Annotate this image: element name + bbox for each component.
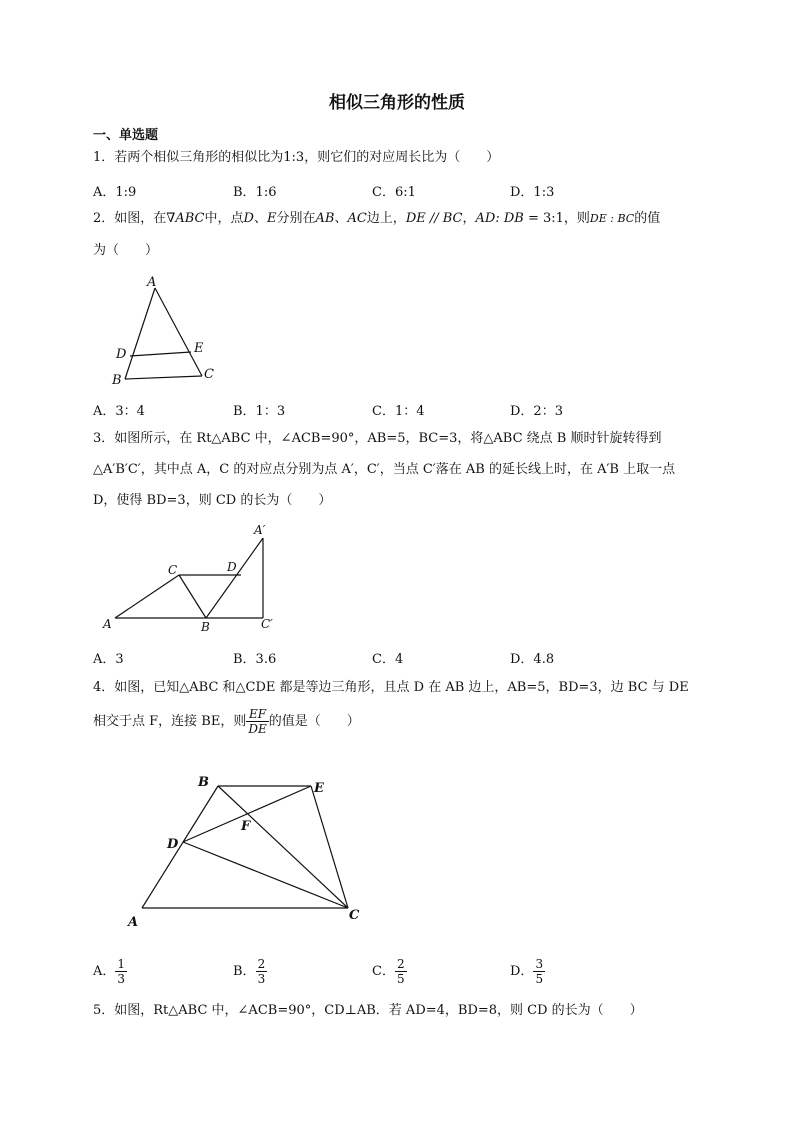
q1-option-b: B．1:6 — [233, 185, 277, 200]
question-4-line-2 — [93, 706, 360, 738]
q2-label-b: B — [112, 373, 122, 388]
q3-label-d: D — [227, 560, 237, 574]
question-3-line-1: 3．如图所示，在 Rt△ABC 中，∠ACB=90°，AB=5，BC=3，将△ABC 绕点 B 顺时针旋转得到 — [93, 431, 662, 446]
q2-text-part: ， — [462, 211, 476, 226]
q3-label-a: A — [103, 617, 112, 631]
q4-option-fraction — [115, 957, 127, 986]
q4-option-denominator: 3 — [257, 972, 266, 986]
q2-label-c: C — [204, 367, 214, 382]
q1-option-d: D．1:3 — [510, 185, 555, 200]
q3-label-c: C — [168, 563, 178, 577]
question-5-text: 5．如图，Rt△ABC 中，∠ACB=90°，CD⊥AB．若 AD=4，BD=8，则 CD 的长为（ ） — [93, 1003, 643, 1018]
q4-label-f: F — [241, 819, 251, 834]
q2-text-part: 中，点 — [204, 211, 244, 226]
q2-text-part: 、 — [253, 211, 267, 226]
q2-text-part: 、 — [334, 211, 348, 226]
q2-text-part: AD: DB — [475, 211, 524, 226]
q4-equilateral-figure — [120, 770, 370, 930]
q3-label-b: B — [201, 620, 210, 634]
q2-text-part: E — [266, 211, 277, 226]
q4-option-letter: A． — [93, 964, 116, 979]
q2-text-part: AC — [347, 211, 367, 226]
q2-text-part: 2．如图，在∇ — [93, 211, 176, 226]
q2-label-d: D — [116, 347, 127, 362]
question-3-line-3: D，使得 BD=3，则 CD 的长为（ ） — [93, 493, 332, 508]
q4-option-numerator: 2 — [257, 957, 266, 971]
q4-option-letter: D． — [510, 964, 534, 979]
question-2-line-1 — [93, 211, 660, 227]
q4-option-numerator: 1 — [117, 957, 126, 971]
q4-label-b: B — [198, 775, 209, 790]
q3-option-a: A．3 — [93, 652, 124, 667]
q4-option-c — [372, 957, 407, 986]
page-title: 相似三角形的性质 — [329, 93, 465, 113]
q4-fraction-numerator: EF — [246, 707, 268, 722]
q2-text-part: AB — [315, 211, 335, 226]
q2-text-part: = 3:1，则 — [523, 211, 590, 226]
q4-option-fraction — [256, 957, 268, 986]
q4-option-letter: B． — [233, 964, 256, 979]
q4-option-numerator: 3 — [535, 957, 544, 971]
q2-option-d: D．2：3 — [510, 404, 563, 419]
q2-option-b: B．1：3 — [233, 404, 286, 419]
q4-text-part: 的值是（ ） — [268, 714, 360, 729]
question-2-line-2: 为（ ） — [93, 243, 159, 258]
q3-option-b: B．3.6 — [233, 652, 277, 667]
q3-rotation-figure — [95, 518, 285, 638]
q2-label-e: E — [194, 341, 204, 356]
q4-option-d — [510, 957, 545, 986]
q2-option-a: A．3：4 — [93, 404, 145, 419]
q4-option-fraction — [533, 957, 545, 986]
q4-label-c: C — [349, 908, 360, 923]
q2-option-c: C．1：4 — [372, 404, 425, 419]
q4-option-b — [233, 957, 267, 986]
question-1-text: 1．若两个相似三角形的相似比为1:3，则它们的对应周长比为（ ） — [93, 150, 500, 165]
q2-text-part: DE // BC — [405, 211, 463, 226]
q2-text-part: 分别在 — [276, 211, 316, 226]
q4-fraction-ef-de — [246, 707, 268, 736]
q4-label-e: E — [314, 781, 324, 796]
q4-label-a: A — [128, 915, 139, 930]
q2-label-a: A — [147, 275, 157, 290]
q2-text-part: 边上， — [366, 211, 406, 226]
q2-text-part: ABC — [175, 211, 205, 226]
section-heading: 一、单选题 — [93, 128, 159, 143]
q4-text-part: 相交于点 F，连接 BE，则 — [93, 714, 247, 729]
q4-option-letter: C． — [372, 964, 395, 979]
q2-triangle-figure — [105, 272, 230, 390]
q3-option-d: D．4.8 — [510, 652, 555, 667]
q2-text-part: 的值 — [634, 211, 661, 226]
q3-label-a-prime: A′ — [254, 523, 266, 537]
q3-option-c: C．4 — [372, 652, 404, 667]
question-4-line-1: 4．如图，已知△ABC 和△CDE 都是等边三角形，且点 D 在 AB 边上，AB=5，BD=3，边 BC 与 DE — [93, 680, 689, 695]
q4-option-denominator: 3 — [117, 972, 126, 986]
q4-option-denominator: 5 — [535, 972, 544, 986]
q4-label-d: D — [167, 837, 179, 852]
q1-option-a: A．1:9 — [93, 185, 137, 200]
q2-text-part: DE : BC — [589, 212, 635, 225]
q4-fraction-denominator: DE — [248, 722, 267, 736]
q2-text-part: D — [243, 211, 254, 226]
q4-option-denominator: 5 — [396, 972, 405, 986]
question-3-line-2: △A′B′C′，其中点 A，C 的对应点分别为点 A′，C′，当点 C′落在 AB 的延长线上时，在 A′B 上取一点 — [93, 462, 676, 477]
q3-label-c-prime: C′ — [261, 617, 273, 631]
q1-option-c: C．6:1 — [372, 185, 416, 200]
q4-option-a — [93, 957, 127, 986]
q4-option-fraction — [395, 957, 407, 986]
q4-option-numerator: 2 — [396, 957, 405, 971]
